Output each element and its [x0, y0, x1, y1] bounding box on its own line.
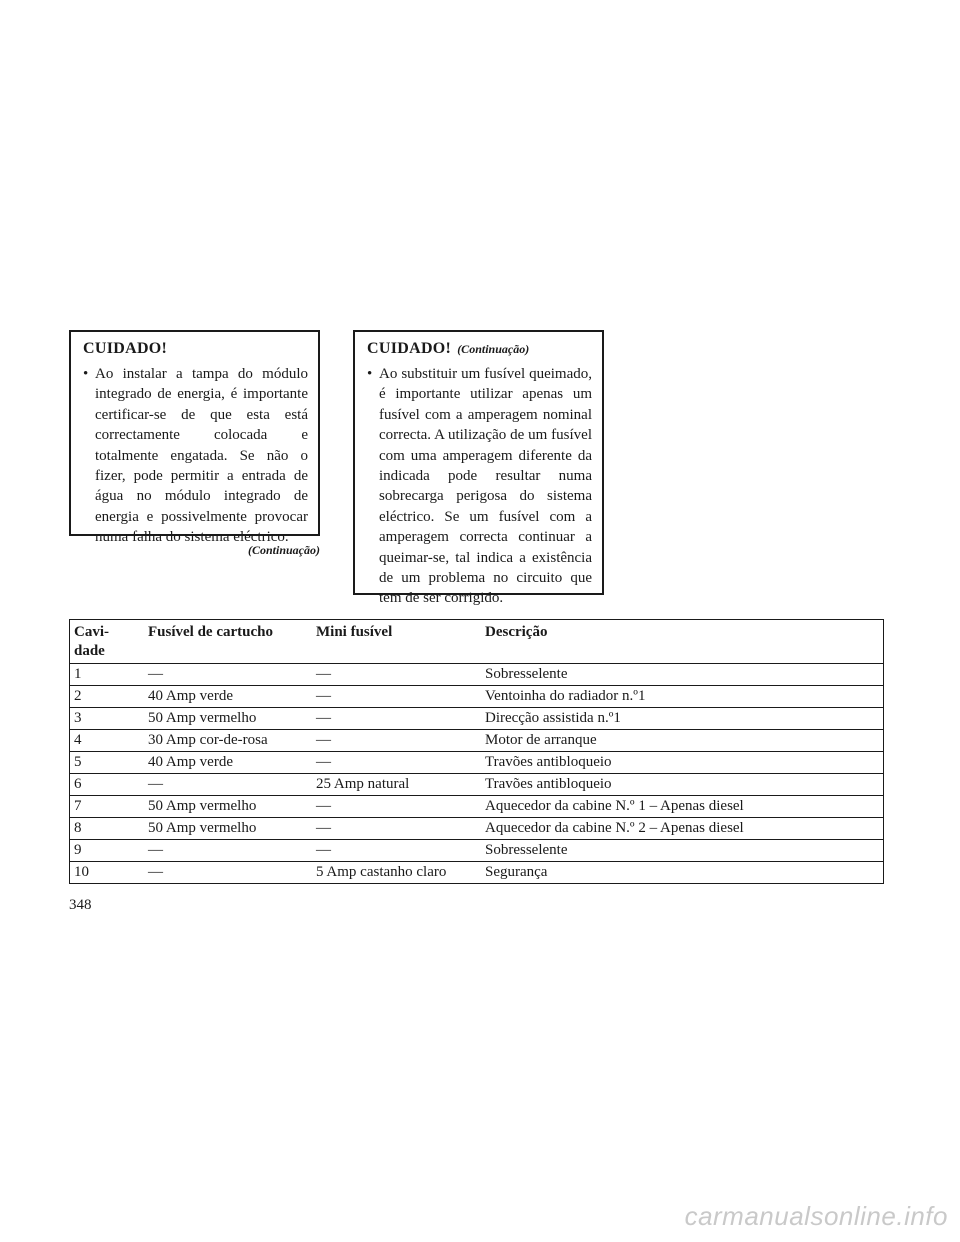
table-row	[70, 818, 884, 840]
description-cell: Aquecedor da cabine N.º 1 – Apenas diesel	[481, 796, 884, 818]
cavity-cell: 2	[70, 686, 145, 708]
description-cell: Segurança	[481, 862, 884, 884]
mini-fuse-cell: —	[312, 752, 481, 774]
cartridge-fuse-cell: 40 Amp verde	[144, 752, 312, 774]
table-row	[70, 708, 884, 730]
cartridge-fuse-cell: 50 Amp vermelho	[144, 796, 312, 818]
cartridge-fuse-cell: 30 Amp cor-de-rosa	[144, 730, 312, 752]
mini-fuse-cell: —	[312, 796, 481, 818]
mini-fuse-cell: —	[312, 708, 481, 730]
cartridge-fuse-cell: 50 Amp vermelho	[144, 818, 312, 840]
cavity-cell: 3	[70, 708, 145, 730]
description-cell: Motor de arranque	[481, 730, 884, 752]
description-cell: Ventoinha do radiador n.º1	[481, 686, 884, 708]
table-row	[70, 730, 884, 752]
table-row	[70, 774, 884, 796]
table-row	[70, 796, 884, 818]
bullet-icon: •	[367, 366, 373, 382]
caution-text: Ao substituir um fusível queimado, é importante utilizar apenas um fusível com a amperagem nominal correcta. A utilização de um fusível com uma amperagem diferente da indicada pode resultar numa sobrecarga perigosa do sistema eléctrico. Se um fusível com a amperagem correcta continuar a queimar-se, tal indica a existência de um problema no circuito que tem de ser corrigido.	[379, 366, 592, 607]
mini-fuse-cell: —	[312, 818, 481, 840]
cavity-cell: 5	[70, 752, 145, 774]
watermark: carmanualsonline.info	[684, 1201, 948, 1231]
continuation-note: (Continuação)	[247, 543, 320, 557]
mini-fuse-cell: 25 Amp natural	[312, 774, 481, 796]
header-description: Descrição	[481, 620, 884, 664]
cavity-cell: 6	[70, 774, 145, 796]
table-row	[70, 664, 884, 686]
table-row	[70, 862, 884, 884]
cavity-cell: 10	[70, 862, 145, 884]
caution-continued-label: (Continuação)	[457, 342, 530, 356]
cartridge-fuse-cell: —	[144, 774, 312, 796]
header-mini-fuse: Mini fusível	[312, 620, 481, 664]
caution-item	[83, 364, 308, 548]
page-number: 348	[69, 897, 92, 913]
cavity-cell: 9	[70, 840, 145, 862]
description-cell: Sobresselente	[481, 664, 884, 686]
description-cell: Aquecedor da cabine N.º 2 – Apenas diesel	[481, 818, 884, 840]
description-cell: Sobresselente	[481, 840, 884, 862]
header-cavity: Cavi- dade	[70, 620, 145, 664]
cartridge-fuse-cell: —	[144, 862, 312, 884]
mini-fuse-cell: —	[312, 664, 481, 686]
mini-fuse-cell: 5 Amp castanho claro	[312, 862, 481, 884]
description-cell: Travões antibloqueio	[481, 774, 884, 796]
table-header-row	[70, 620, 884, 664]
header-cartridge-fuse: Fusível de cartucho	[144, 620, 312, 664]
description-cell: Travões antibloqueio	[481, 752, 884, 774]
caution-title: CUIDADO!	[83, 340, 168, 357]
caution-title	[367, 340, 592, 358]
cartridge-fuse-cell: —	[144, 840, 312, 862]
cartridge-fuse-cell: 40 Amp verde	[144, 686, 312, 708]
caution-text: Ao instalar a tampa do módulo integrado de energia, é importante certificar-se de que esta está correctamente colocada e totalmente engatada. Se não o fizer, pode permitir a entrada de água no módulo integrado de energia e possivelmente provocar numa falha do sistema eléctrico.	[95, 366, 308, 546]
caution-item	[367, 364, 592, 609]
cavity-cell: 1	[70, 664, 145, 686]
mini-fuse-cell: —	[312, 686, 481, 708]
bullet-icon: •	[83, 366, 89, 382]
caution-title-text: CUIDADO!	[367, 340, 452, 357]
caution-box-left	[69, 330, 320, 546]
mini-fuse-cell: —	[312, 730, 481, 752]
cavity-cell: 8	[70, 818, 145, 840]
cartridge-fuse-cell: 50 Amp vermelho	[144, 708, 312, 730]
description-cell: Direcção assistida n.º1	[481, 708, 884, 730]
mini-fuse-cell: —	[312, 840, 481, 862]
caution-box-right	[353, 330, 604, 607]
table-row	[70, 840, 884, 862]
cavity-cell: 7	[70, 796, 145, 818]
table-row	[70, 686, 884, 708]
fuse-table	[69, 619, 884, 884]
cartridge-fuse-cell: —	[144, 664, 312, 686]
table-row	[70, 752, 884, 774]
cavity-cell: 4	[70, 730, 145, 752]
